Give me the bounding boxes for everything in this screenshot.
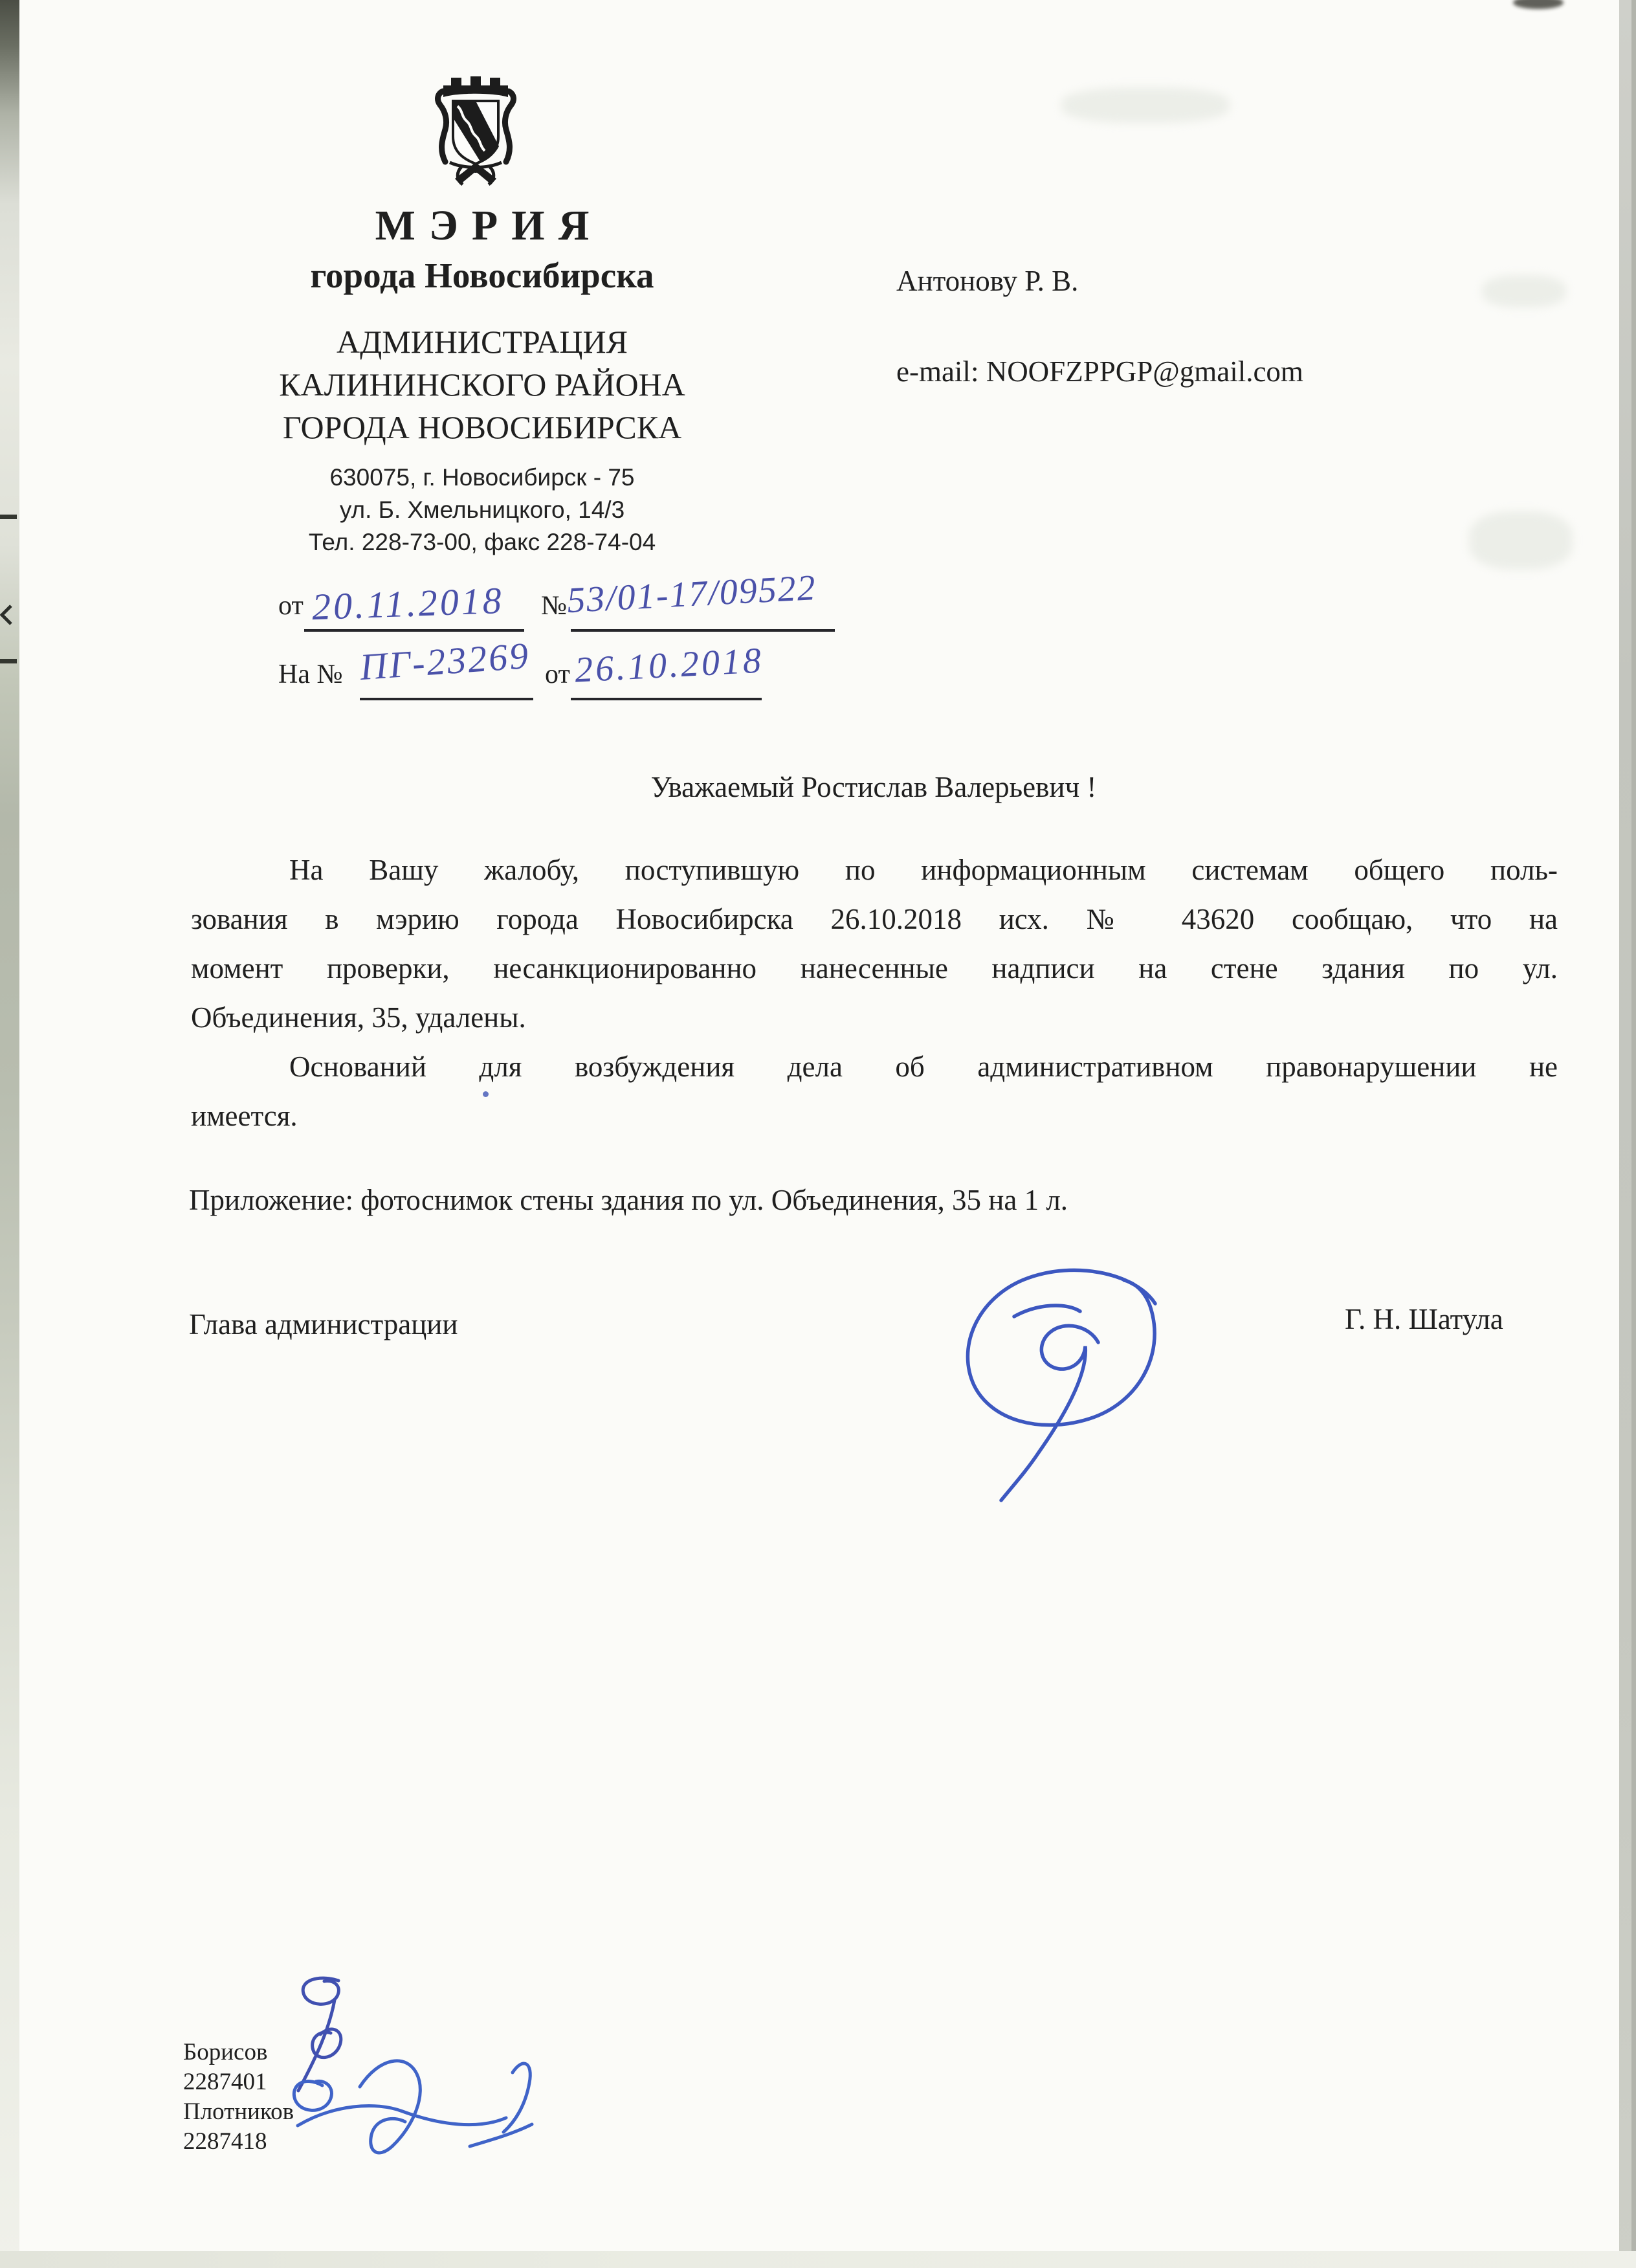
salutation: Уважаемый Ростислав Валерьевич ! [650,771,1097,803]
handwritten-signature-icon [942,1244,1200,1503]
department-line: ГОРОДА НОВОСИБИРСКА [282,409,682,445]
scan-edge-left [0,0,19,2268]
number-underline [571,629,835,632]
scan-chevron-mark [0,604,13,626]
postal-address: 630075, г. Новосибирск - 75 [329,464,635,491]
ink-speck [483,1091,489,1097]
reply-date-underline [571,698,762,700]
phone-fax: Тел. 228-73-00, факс 228-74-04 [308,529,656,555]
scan-tick-mark [0,515,17,519]
scan-tick-mark [0,659,17,663]
street-address: ул. Б. Хмельницкого, 14/3 [339,496,625,523]
signer-name: Г. Н. Шатула [1345,1303,1503,1335]
reply-to-label: На № [278,660,343,689]
attachment-line: Приложение: фотоснимок стены здания по ул. Объединения, 35 на 1 л. [189,1184,1068,1216]
handwritten-reply-date: 26.10.2018 [573,640,765,691]
letterhead [220,202,744,559]
handwritten-reply-number: ПГ-23269 [359,634,532,689]
plotnikov-signature-icon [278,2045,550,2175]
outgoing-date-label: от [278,591,304,621]
scan-edge-bottom [0,2251,1636,2268]
contact-phone: 2287401 [183,2069,267,2095]
novosibirsk-coat-of-arms-icon [424,71,527,194]
body-line: Объединения, 35, удалены. [191,1001,526,1034]
recipient-email: e-mail: NOOFZPPGP@gmail.com [896,355,1303,388]
scan-smudge-top [1513,0,1564,9]
contact-name: Борисов [183,2039,268,2065]
body-line: зования в мэрию города Новосибирска 26.10.2018 исх. № 43620 сообщаю, что на [191,903,1558,935]
contact-phone: 2287418 [183,2128,267,2155]
reply-date-label: от [545,660,570,689]
recipient-name: Антонову Р. В. [896,265,1079,297]
organization-name: МЭРИЯ [375,202,603,249]
outgoing-number-label: № [541,591,568,621]
bleed-through-ghost [1469,511,1573,570]
scan-edge-right-sliver [1631,0,1636,2268]
reply-number-underline [360,698,533,700]
date-underline [304,629,524,632]
department-line: КАЛИНИНСКОГО РАЙОНА [279,366,685,403]
body-line: имеется. [191,1100,298,1132]
bleed-through-ghost [1482,275,1566,307]
bleed-through-ghost [1061,87,1230,123]
signer-position-title: Глава администрации [189,1308,458,1340]
handwritten-outgoing-number: 53/01-17/09522 [566,567,818,621]
body-line: На Вашу жалобу, поступившую по информационным системам общего поль- [289,854,1558,886]
body-line: момент проверки, несанкционированно нанесенные надписи на стене здания по ул. [191,952,1558,984]
handwritten-outgoing-date: 20.11.2018 [311,579,505,628]
body-line: Оснований для возбуждения дела об административном правонарушении не [289,1051,1558,1083]
organization-city: города Новосибирска [310,256,654,295]
department-line: АДМИНИСТРАЦИЯ [337,324,628,360]
contact-name: Плотников [183,2098,294,2125]
